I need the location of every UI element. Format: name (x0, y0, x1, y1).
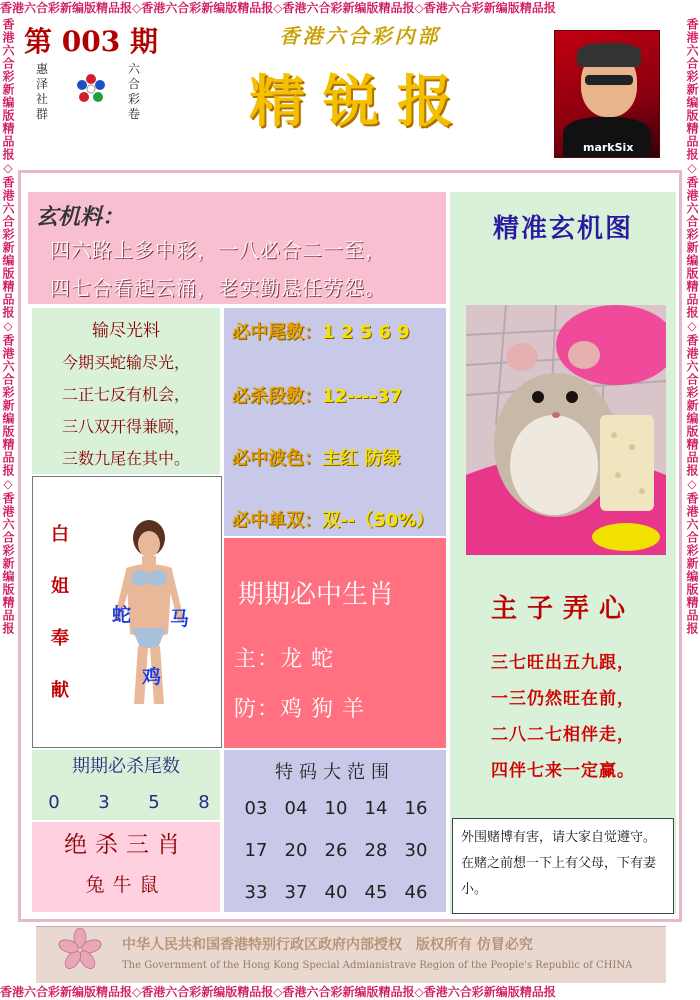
girl-caption-4: 献 (51, 680, 69, 701)
zhuzi-title: 主子弄心 (490, 594, 635, 624)
right-poem-line-4: 四伴七来一定赢。 (491, 761, 635, 781)
tema-number: 14 (364, 798, 388, 819)
girl-tag-chicken: 鸡 (142, 666, 162, 688)
shuqin-line-1: 今期买蛇输尽光， (61, 353, 190, 372)
girl-tag-horse: 马 (170, 608, 190, 630)
girl-tag-snake: 蛇 (112, 604, 132, 626)
tema-number: 16 (404, 798, 428, 819)
bizhong-wei (232, 318, 410, 344)
tema-number: 04 (284, 798, 308, 819)
tema-number: 30 (404, 840, 428, 861)
shuqin-title: 输尽光料 (92, 321, 160, 341)
bizhong-wei-label: 必中尾数： (232, 322, 322, 343)
portrait-glasses (585, 75, 633, 85)
footer-cn-text: 中华人民共和国香港特别行政区政府内部授权 版权所有 仿冒必究 (122, 937, 533, 953)
xuanji-title: 玄机料： (36, 204, 125, 230)
shuqin-line-2: 二正七反有机会， (61, 385, 190, 404)
shuqin-line-4: 三数九尾在其中。 (61, 449, 190, 468)
bizhong-bo-label: 必中波色： (232, 448, 322, 469)
bottom-banner: 香港六合彩新编版精品报◇香港六合彩新编版精品报◇香港六合彩新编版精品报◇香港六合彩新编版精品报 (0, 985, 556, 999)
shengxiao-main: 主：龙 蛇 (234, 647, 334, 672)
bizhong-duan-value: 12----37 (322, 386, 402, 407)
paper-subtitle: 香港六合彩内部 (279, 24, 441, 48)
liu-he-label: 六合彩卷 (128, 62, 141, 121)
gambling-notice: 外围赌博有害，请大家自觉遵守。在赌之前想一下上有父母，下有妻小。 (452, 818, 674, 914)
shuqin-line-3: 三八双开得兼顾， (61, 417, 190, 436)
portrait-hair (577, 43, 641, 67)
shengxiao-title: 期期必中生肖 (238, 580, 395, 610)
juesha-zodiacs: 兔牛鼠 (85, 874, 167, 896)
jingzhun-title: 精准玄机图 (492, 214, 633, 244)
bizhong-wei-value: 1 2 5 6 9 (322, 322, 410, 343)
bizhong-bo-value: 主红 防绿 (322, 448, 401, 469)
issue-number: 第 003 期 (24, 25, 158, 58)
bizhong-duan (232, 382, 402, 408)
bizhong-dan-value: 双--（50%） (322, 510, 435, 531)
footer-en-text: The Government of the Hong Kong Special Admianistrave Region of the People's Republic of CHINA (122, 960, 633, 971)
tema-number: 10 (324, 798, 348, 819)
xuanji-line-1: 四六路上多中彩，一八必合二一至， (50, 238, 386, 262)
bizhong-dan (232, 506, 434, 532)
left-banner (0, 18, 16, 984)
tema-number: 37 (284, 882, 308, 903)
bizhong-duan-label: 必杀段数： (232, 386, 322, 407)
tema-number: 33 (244, 882, 268, 903)
right-poem-line-3: 二八二七相伴走， (491, 725, 635, 745)
right-banner (684, 18, 700, 984)
right-poem-line-2: 一三仍然旺在前， (491, 689, 635, 709)
top-banner: 香港六合彩新编版精品报◇香港六合彩新编版精品报◇香港六合彩新编版精品报◇香港六合彩新编版精品报 (0, 1, 556, 15)
tema-number: 17 (244, 840, 268, 861)
left-banner-text: 香港六合彩新编版精品报◇香港六合彩新编版精品报◇香港六合彩新编版精品报◇香港六合彩新编版精品报 (1, 18, 15, 635)
juesha-title: 绝杀三肖 (64, 832, 188, 858)
hamster-photo (466, 305, 666, 555)
right-banner-text: 香港六合彩新编版精品报◇香港六合彩新编版精品报◇香港六合彩新编版精品报◇香港六合彩新编版精品报 (685, 18, 699, 635)
tema-number: 28 (364, 840, 388, 861)
girl-caption-2: 姐 (51, 576, 69, 597)
tema-number: 26 (324, 840, 348, 861)
bizhong-dan-label: 必中单双： (232, 510, 322, 531)
lottery-logo-icon (74, 72, 108, 106)
bisha-title: 期期必杀尾数 (72, 756, 180, 777)
tema-title: 特码大范围 (275, 762, 395, 783)
portrait-photo (554, 30, 660, 158)
shengxiao-defend: 防：鸡 狗 羊 (234, 697, 365, 722)
bisha-digit-3: 5 (148, 792, 160, 813)
bauhinia-emblem-icon (58, 928, 102, 972)
paper-title: 精锐报 (249, 69, 471, 135)
tema-number: 46 (404, 882, 428, 903)
right-poem-line-1: 三七旺出五九跟， (491, 653, 635, 673)
tema-number: 03 (244, 798, 268, 819)
bisha-digit-4: 8 (198, 792, 210, 813)
tema-number: 20 (284, 840, 308, 861)
bisha-digit-1: 0 (48, 792, 60, 813)
xuanji-line-2: 四七合看起云涌，老实勤恳任劳怨。 (50, 276, 386, 300)
hui-ze-label: 惠泽社群 (36, 62, 49, 121)
girl-caption-3: 奉 (51, 628, 69, 649)
bisha-digit-2: 3 (98, 792, 110, 813)
girl-caption-1: 白 (51, 524, 69, 545)
portrait-mark: markSix (583, 141, 634, 154)
tema-number: 45 (364, 882, 388, 903)
tema-number: 40 (324, 882, 348, 903)
bizhong-bo (232, 444, 400, 470)
